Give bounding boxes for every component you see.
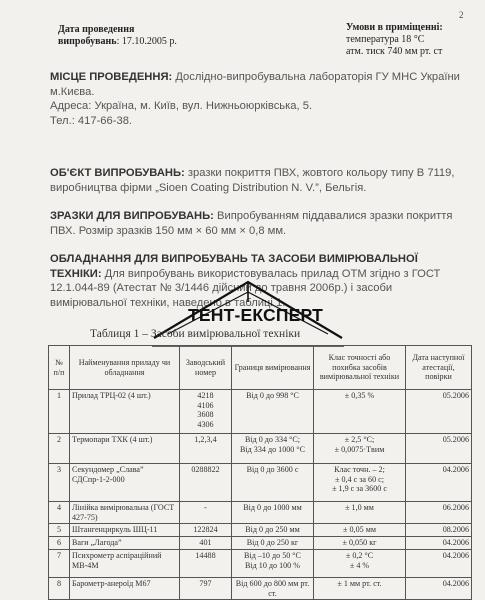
equipment-name: Барометр-анероїд М67: [70, 578, 180, 600]
conditions-title: Умови в приміщенні:: [346, 22, 443, 33]
equipment-name: Секундомер „Слава” СДСпр-1-2-000: [70, 464, 180, 502]
measurement-range: Від 600 до 800 мм рт. ст.: [232, 578, 314, 600]
samples-text: Випробуванням піддавалися зразки покриття ПВХ. Розмір зразків 150 мм × 60 мм × 0,8 мм.: [50, 210, 453, 237]
serial-number: 1,2,3,4: [180, 434, 232, 464]
stamp-text: ТЕНТ-ЕКСПЕРТ: [188, 305, 324, 325]
date-value: : 17.10.2005 р.: [116, 36, 177, 47]
accuracy-class: ± 1,0 мм: [314, 502, 406, 524]
equipment-name: Штангенциркуль ШЦ-11: [70, 524, 180, 537]
object-text: зразки покриття ПВХ, жовтого кольору типу В 7119, виробництва фірми „Sioen Coating Distribution N. V.”, Бельгія.: [50, 167, 455, 194]
table-row: [49, 502, 472, 524]
table-caption: Таблиця 1 – Засоби вимірювальної техніки: [90, 328, 301, 340]
next-verification-date: 08.2006: [406, 524, 472, 537]
object-section: [50, 166, 468, 195]
table-row: [49, 464, 472, 502]
object-label: ОБ'ЄКТ ВИПРОБУВАНЬ:: [50, 167, 185, 179]
row-number: 1: [49, 390, 70, 434]
measurement-range: Від 0 до 250 мм: [232, 524, 314, 537]
row-number: 2: [49, 434, 70, 464]
measurement-range: Від 0 до 250 кг: [232, 537, 314, 550]
serial-number: 122824: [180, 524, 232, 537]
measurement-range: Від 0 до 3600 с: [232, 464, 314, 502]
test-date: [58, 24, 177, 48]
accuracy-class: Клас точн. – 2; ± 0,4 с за 60 с; ± 1,9 с за 3600 с: [314, 464, 406, 502]
equipment-name: Психрометр аспіраційний МВ-4М: [70, 550, 180, 578]
accuracy-class: ± 0,35 %: [314, 390, 406, 434]
accuracy-class: ± 2,5 °С; ± 0,0075·Tвим: [314, 434, 406, 464]
next-verification-date: 04.2006: [406, 578, 472, 600]
table-row: [49, 537, 472, 550]
row-number: 4: [49, 502, 70, 524]
equipment-table: [48, 345, 472, 600]
table-header-row: [49, 346, 472, 390]
location-text: Дослідно-випробувальна лабораторія ГУ МНС України м.Києва.: [50, 71, 460, 98]
equipment-text: Для випробувань використовувалась прилад ОТМ згідно з ГОСТ 12.1.044-89 (Атестат № 3/1446 дійсний до травня 2006р.) і засоби вимірювальної техніки, наведено в таблиці 1.: [50, 267, 441, 309]
measurement-range: Від –10 до 50 °С Від 10 до 100 %: [232, 550, 314, 578]
location-phone: Тел.: 417-66-38.: [50, 114, 133, 127]
row-number: 8: [49, 578, 70, 600]
accuracy-class: ± 0,2 °С ± 4 %: [314, 550, 406, 578]
equipment-name: Прилад ТРЦ-02 (4 шт.): [70, 390, 180, 434]
col-header-range: Границя вимірювання: [232, 346, 314, 390]
col-header-name: Найменування приладу чи обладнання: [70, 346, 180, 390]
next-verification-date: 06.2006: [406, 502, 472, 524]
serial-number: 4218 4106 3608 4306: [180, 390, 232, 434]
col-header-number: № п/п: [49, 346, 70, 390]
next-verification-date: 04.2006: [406, 550, 472, 578]
measurement-range: Від 0 до 334 °С; Від 334 до 1000 °С: [232, 434, 314, 464]
next-verification-date: 05.2006: [406, 434, 472, 464]
location-section: [50, 70, 468, 128]
room-conditions: [346, 22, 443, 58]
accuracy-class: ± 1 мм рт. ст.: [314, 578, 406, 600]
col-header-date: Дата наступної атестації, повірки: [406, 346, 472, 390]
page-number: 2: [459, 10, 464, 20]
equipment-name: Термопари ТХК (4 шт.): [70, 434, 180, 464]
samples-section: [50, 209, 468, 238]
date-label-1: Дата проведення: [58, 24, 135, 35]
serial-number: 401: [180, 537, 232, 550]
next-verification-date: 04.2006: [406, 537, 472, 550]
table-row: [49, 550, 472, 578]
serial-number: 14488: [180, 550, 232, 578]
location-label: МІСЦЕ ПРОВЕДЕННЯ:: [50, 71, 173, 83]
col-header-accuracy: Клас точності або похибка засобів вимірювальної техніки: [314, 346, 406, 390]
next-verification-date: 05.2006: [406, 390, 472, 434]
col-header-serial: Заводський номер: [180, 346, 232, 390]
serial-number: 0288822: [180, 464, 232, 502]
location-address: Адреса: Україна, м. Київ, вул. Нижньоюрківська, 5.: [50, 100, 313, 113]
measurement-range: Від 0 до 1000 мм: [232, 502, 314, 524]
row-number: 3: [49, 464, 70, 502]
equipment-name: Ваги „Лагода”: [70, 537, 180, 550]
row-number: 6: [49, 537, 70, 550]
equipment-name: Лінійка вимірювальна (ГОСТ 427-75): [70, 502, 180, 524]
serial-number: -: [180, 502, 232, 524]
accuracy-class: ± 0,050 кг: [314, 537, 406, 550]
table-row: [49, 390, 472, 434]
next-verification-date: 04.2006: [406, 464, 472, 502]
accuracy-class: ± 0,05 мм: [314, 524, 406, 537]
date-label-2: випробувань: [58, 36, 117, 47]
measurement-range: Від 0 до 998 °С: [232, 390, 314, 434]
table-row: [49, 434, 472, 464]
samples-label: ЗРАЗКИ ДЛЯ ВИПРОБУВАНЬ:: [50, 210, 214, 222]
row-number: 5: [49, 524, 70, 537]
equipment-label: ОБЛАДНАННЯ ДЛЯ ВИПРОБУВАНЬ ТА ЗАСОБИ ВИМІРЮВАЛЬНОЇ ТЕХНІКИ:: [50, 253, 418, 280]
table-row: [49, 578, 472, 600]
row-number: 7: [49, 550, 70, 578]
pressure: атм. тиск 740 мм рт. ст: [346, 46, 443, 57]
temperature: температура 18 °С: [346, 34, 425, 45]
serial-number: 797: [180, 578, 232, 600]
table-row: [49, 524, 472, 537]
